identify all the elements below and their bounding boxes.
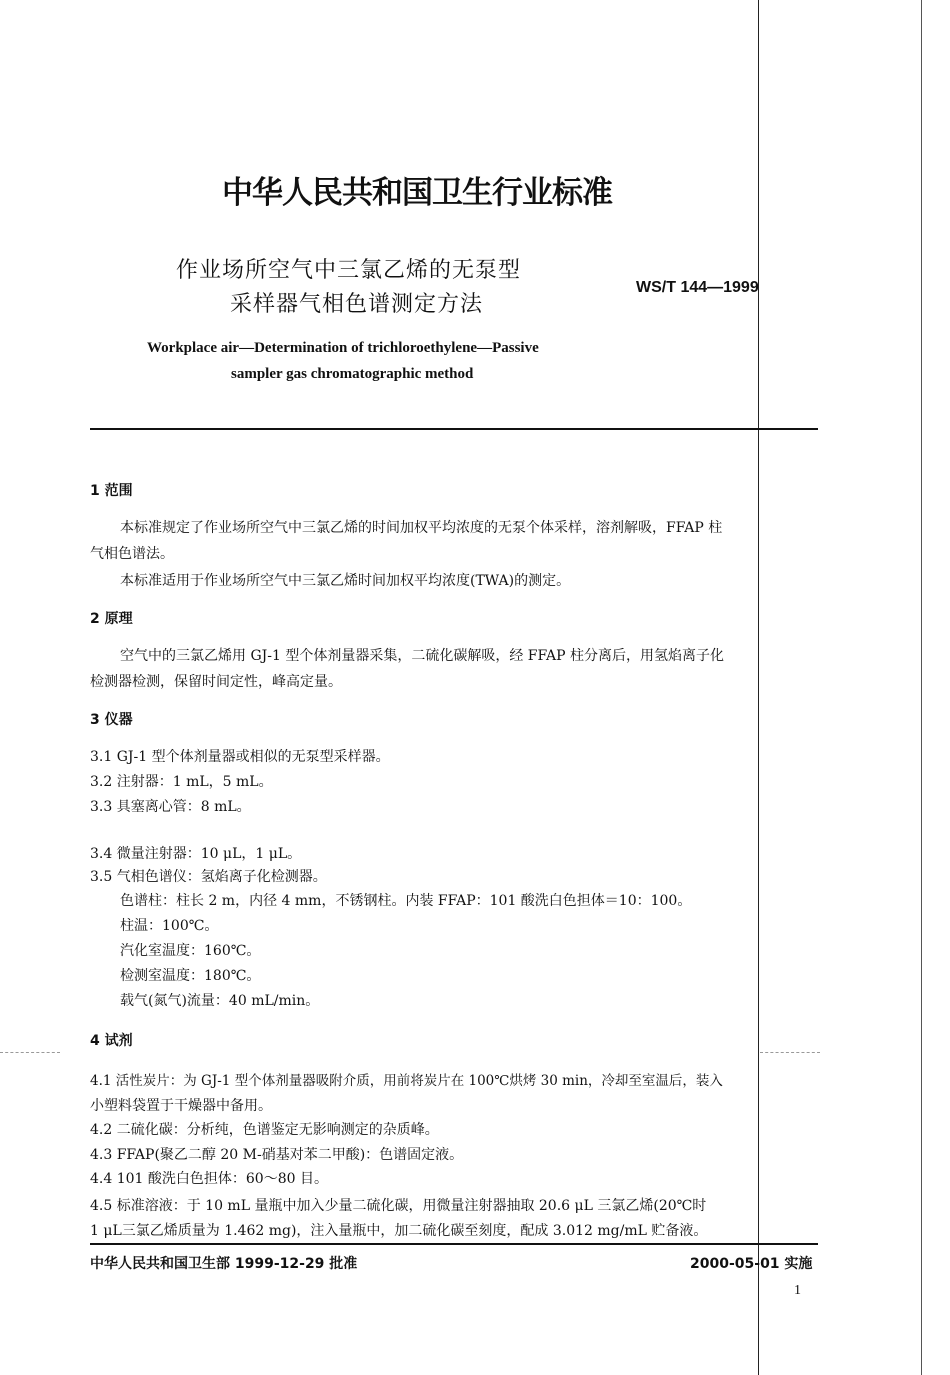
- section-3-heading: 3 仪器: [90, 712, 133, 728]
- item-3-3: 3.3 具塞离心管：8 mL。: [90, 799, 251, 815]
- item-4-1: 4.1 活性炭片：为 GJ-1 型个体剂量器吸附介质，用前将炭片在 100℃烘烤 30 min，冷却至室温后，装入: [90, 1073, 723, 1089]
- scan-right-edge: [921, 0, 922, 1375]
- section-1-para-1-cont: 气相色谱法。: [90, 546, 174, 562]
- section-2-para-1-cont: 检测器检测，保留时间定性，峰高定量。: [90, 674, 342, 690]
- approval-line: 中华人民共和国卫生部 1999-12-29 批准: [90, 1256, 358, 1272]
- section-1-para-1: 本标准规定了作业场所空气中三氯乙烯的时间加权平均浓度的无泵个体采样，溶剂解吸，FFAP 柱: [120, 520, 723, 536]
- title-en-line2: sampler gas chromatographic method: [231, 366, 474, 382]
- effective-date: 2000-05-01 实施: [690, 1256, 813, 1272]
- item-3-1: 3.1 GJ-1 型个体剂量器或相似的无泵型采样器。: [90, 749, 390, 765]
- section-2-para-1: 空气中的三氯乙烯用 GJ-1 型个体剂量器采集，二硫化碳解吸，经 FFAP 柱分离后，用氢焰离子化: [120, 648, 724, 664]
- footer-divider: [90, 1243, 818, 1245]
- item-4-2: 4.2 二硫化碳：分析纯，色谱鉴定无影响测定的杂质峰。: [90, 1122, 439, 1138]
- section-1-para-2: 本标准适用于作业场所空气中三氯乙烯时间加权平均浓度(TWA)的测定。: [120, 573, 571, 589]
- section-1-heading: 1 范围: [90, 483, 133, 499]
- page-number: 1: [794, 1283, 801, 1298]
- standard-code: WS/T 144—1999: [636, 279, 759, 296]
- item-3-5-carrier-gas: 载气(氮气)流量：40 mL/min。: [120, 993, 320, 1009]
- item-4-5-cont: 1 μL三氯乙烯质量为 1.462 mg)，注入量瓶中，加二硫化碳至刻度，配成 3.012 mg/mL 贮备液。: [90, 1223, 708, 1239]
- item-4-5: 4.5 标准溶液：于 10 mL 量瓶中加入少量二硫化碳，用微量注射器抽取 20.6 μL 三氯乙烯(20℃时: [90, 1198, 707, 1214]
- item-4-3: 4.3 FFAP(聚乙二醇 20 M-硝基对苯二甲酸)：色谱固定液。: [90, 1147, 464, 1163]
- scan-dash-left: [0, 1052, 60, 1053]
- title-en-line1: Workplace air—Determination of trichloroethylene—Passive: [147, 340, 539, 356]
- section-4-heading: 4 试剂: [90, 1033, 133, 1049]
- item-4-1-cont: 小塑料袋置于干燥器中备用。: [90, 1098, 272, 1114]
- section-2-heading: 2 原理: [90, 611, 133, 627]
- scan-vertical-line: [758, 0, 759, 1375]
- item-3-5-vaporizer-temp: 汽化室温度：160℃。: [120, 943, 261, 959]
- title-zh-line2: 采样器气相色谱测定方法: [230, 292, 484, 317]
- scan-dash-right: [760, 1052, 820, 1053]
- item-3-5-column: 色谱柱：柱长 2 m，内径 4 mm，不锈钢柱。内装 FFAP：101 酸洗白色担体＝10：100。: [120, 893, 692, 909]
- item-4-4: 4.4 101 酸洗白色担体：60～80 目。: [90, 1171, 328, 1187]
- item-3-5-column-temp: 柱温：100℃。: [120, 918, 219, 934]
- item-3-5: 3.5 气相色谱仪：氢焰离子化检测器。: [90, 869, 327, 885]
- header-divider: [90, 428, 818, 430]
- item-3-5-detector-temp: 检测室温度：180℃。: [120, 968, 261, 984]
- item-3-4: 3.4 微量注射器：10 μL，1 μL。: [90, 846, 302, 862]
- item-3-2: 3.2 注射器：1 mL，5 mL。: [90, 774, 273, 790]
- standard-type: 中华人民共和国卫生行业标准: [222, 175, 612, 211]
- title-zh-line1: 作业场所空气中三氯乙烯的无泵型: [176, 258, 522, 283]
